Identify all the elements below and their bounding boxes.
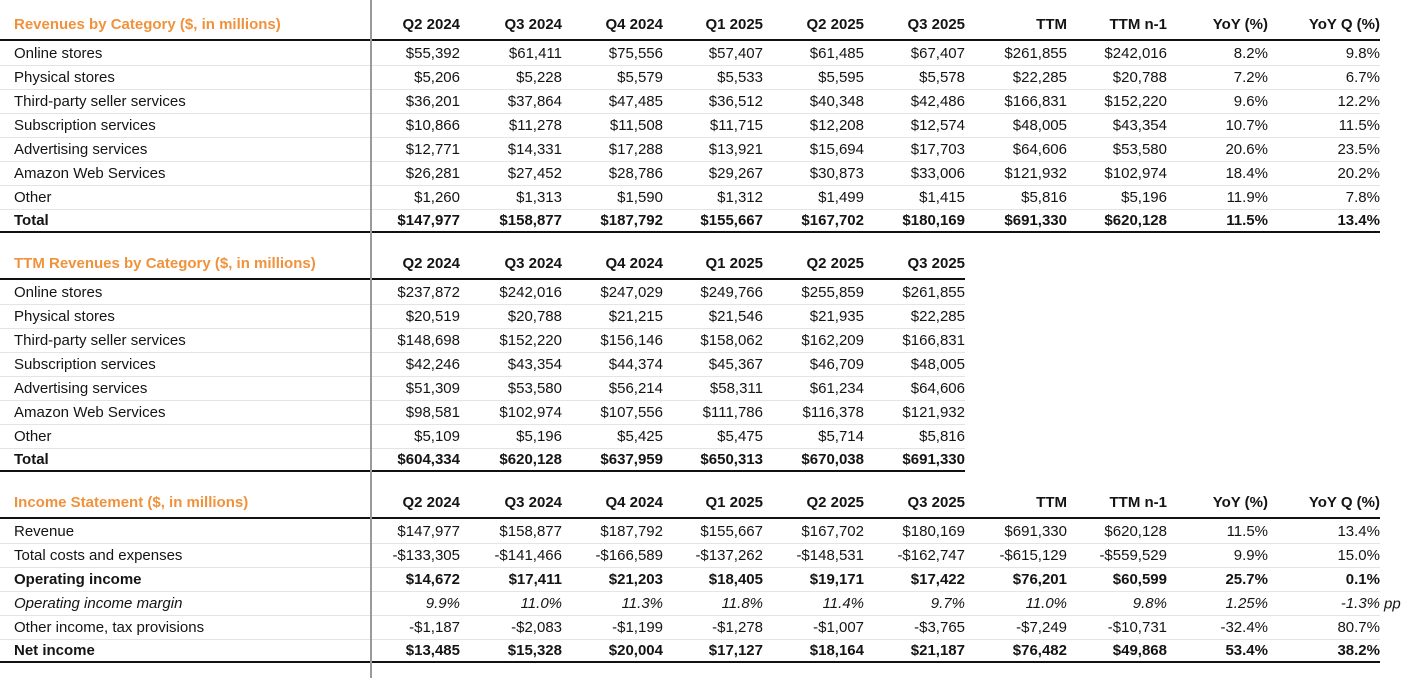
- table-header-row: [0, 249, 965, 280]
- value-cell: $22,285: [1012, 69, 1067, 86]
- value-cell: $20,788: [507, 308, 562, 325]
- value-cell: $17,703: [910, 141, 965, 158]
- value-cell: $261,855: [902, 283, 965, 301]
- value-cell: 9.9%: [1233, 547, 1268, 564]
- value-cell: $53,580: [507, 380, 562, 397]
- table-row: [0, 519, 1380, 543]
- column-header: Q3 2024: [504, 494, 562, 511]
- value-cell: $180,169: [902, 522, 965, 540]
- value-cell: $61,411: [508, 44, 562, 62]
- section-title: TTM Revenues by Category ($, in millions): [14, 255, 316, 272]
- row-label: Other income, tax provisions: [14, 619, 205, 636]
- table-row: [0, 113, 1380, 137]
- value-cell: -$2,083: [511, 619, 562, 636]
- value-cell: $12,771: [405, 141, 460, 158]
- value-cell: $58,311: [709, 380, 763, 397]
- value-cell: -$10,731: [1107, 619, 1167, 636]
- value-cell: -$1,278: [712, 619, 763, 636]
- row-label: Physical stores: [14, 69, 115, 86]
- value-cell: $158,062: [700, 332, 763, 349]
- column-header: TTM n-1: [1109, 494, 1167, 511]
- value-cell: -$3,765: [914, 619, 965, 636]
- value-cell: 9.9%: [425, 595, 460, 612]
- section-title: Income Statement ($, in millions): [14, 494, 249, 511]
- value-cell: 23.5%: [1337, 141, 1380, 158]
- row-label: Other: [14, 428, 52, 445]
- value-cell: $637,959: [600, 451, 663, 468]
- value-cell: -32.4%: [1220, 619, 1268, 636]
- value-cell: $64,606: [910, 380, 965, 397]
- value-cell: $15,694: [809, 141, 864, 158]
- value-cell: $242,016: [1104, 44, 1167, 62]
- column-header: Q2 2024: [402, 16, 460, 33]
- value-cell: 38.2%: [1337, 642, 1380, 659]
- column-header: TTM: [1036, 494, 1067, 511]
- value-cell: -$1,007: [813, 619, 864, 636]
- value-cell: $147,977: [397, 522, 460, 540]
- row-label: Physical stores: [14, 308, 115, 325]
- table-row: [0, 352, 965, 376]
- value-cell: 11.3%: [621, 595, 663, 612]
- value-cell: $187,792: [600, 522, 663, 540]
- row-label: Advertising services: [14, 380, 148, 397]
- value-cell: $21,203: [608, 571, 663, 588]
- value-cell: $1,312: [717, 189, 763, 206]
- value-cell: 9.6%: [1233, 93, 1268, 110]
- value-cell: $1,499: [818, 189, 864, 206]
- value-cell: $20,004: [608, 642, 663, 659]
- value-cell: $98,581: [405, 404, 460, 421]
- value-cell: 9.8%: [1132, 595, 1167, 612]
- value-cell: $53,580: [1112, 141, 1167, 158]
- value-cell: 13.4%: [1337, 212, 1380, 229]
- value-cell: $155,667: [700, 212, 763, 229]
- column-header: Q3 2025: [907, 494, 965, 511]
- column-header: Q1 2025: [705, 494, 763, 511]
- value-cell: $17,288: [608, 141, 663, 158]
- value-cell: $166,831: [902, 332, 965, 349]
- table-row: [0, 591, 1401, 615]
- table-row: [0, 567, 1380, 591]
- value-cell: $620,128: [1104, 522, 1167, 540]
- value-cell: $21,215: [608, 308, 663, 325]
- value-cell: $116,378: [802, 404, 864, 421]
- value-cell: $158,877: [499, 212, 562, 229]
- column-header: TTM n-1: [1109, 16, 1167, 33]
- table-row: [0, 89, 1380, 113]
- value-cell: $27,452: [507, 165, 562, 182]
- value-cell: $40,348: [809, 93, 864, 110]
- value-cell: $148,698: [397, 332, 460, 349]
- table-row: [0, 280, 965, 304]
- value-cell: $1,415: [919, 189, 965, 206]
- column-header: Q4 2024: [605, 494, 663, 511]
- value-cell: $60,599: [1112, 571, 1167, 588]
- value-cell: $5,196: [516, 428, 562, 445]
- value-cell: $36,201: [405, 93, 460, 110]
- value-cell: $1,313: [516, 189, 562, 206]
- value-cell: $167,702: [801, 212, 864, 229]
- value-cell: $5,228: [516, 69, 562, 86]
- section-title: Revenues by Category ($, in millions): [14, 16, 281, 33]
- column-header: Q3 2025: [907, 255, 965, 272]
- value-cell: 20.2%: [1337, 165, 1380, 182]
- column-header: Q2 2024: [402, 494, 460, 511]
- value-cell: $49,868: [1112, 642, 1167, 659]
- value: -1.3%: [1340, 595, 1380, 612]
- value-cell: 10.7%: [1225, 117, 1268, 134]
- value-cell: $21,187: [910, 642, 965, 659]
- value-cell: $11,715: [709, 117, 763, 134]
- value-cell: $51,309: [405, 380, 460, 397]
- value-cell: $5,816: [1021, 189, 1067, 206]
- value-cell: 18.4%: [1225, 165, 1268, 182]
- value-cell: $604,334: [397, 451, 460, 468]
- value-cell: [1268, 595, 1401, 612]
- value-cell: $620,128: [1104, 212, 1167, 229]
- table-row: [0, 424, 965, 448]
- row-label: Operating income margin: [14, 595, 183, 612]
- value-cell: $29,267: [708, 165, 763, 182]
- value-cell: $14,331: [507, 141, 562, 158]
- value-cell: 12.2%: [1337, 93, 1380, 110]
- value-cell: $650,313: [700, 451, 763, 468]
- table-row: [0, 543, 1380, 567]
- value-cell: 9.7%: [930, 595, 965, 612]
- row-label: Amazon Web Services: [14, 165, 166, 182]
- value-cell: $5,714: [818, 428, 864, 445]
- value-cell: $13,485: [405, 642, 460, 659]
- value-cell: $46,709: [809, 356, 864, 373]
- value-cell: 1.25%: [1225, 595, 1268, 612]
- row-label: Third-party seller services: [14, 332, 186, 349]
- column-header: Q3 2025: [907, 16, 965, 33]
- value-cell: $22,285: [910, 308, 965, 325]
- value-cell: $102,974: [1104, 165, 1167, 182]
- value-cell: $5,425: [617, 428, 663, 445]
- value-cell: 11.0%: [520, 595, 562, 612]
- value-cell: -$7,249: [1016, 619, 1067, 636]
- value-cell: -$148,531: [796, 547, 864, 564]
- value-cell: $152,220: [499, 332, 562, 349]
- value-cell: -$166,589: [595, 547, 663, 564]
- value-cell: $5,816: [919, 428, 965, 445]
- column-header: Q2 2024: [402, 255, 460, 272]
- value-cell: $152,220: [1104, 93, 1167, 110]
- value-cell: $5,595: [818, 69, 864, 86]
- row-label: Total: [14, 212, 49, 229]
- value-cell: $261,855: [1004, 44, 1067, 62]
- value-cell: $42,486: [910, 93, 965, 110]
- table-row: [0, 41, 1380, 65]
- value-cell: $20,788: [1112, 69, 1167, 86]
- value-cell: $20,519: [405, 308, 460, 325]
- row-label: Third-party seller services: [14, 93, 186, 110]
- value-cell: $45,367: [708, 356, 763, 373]
- value-cell: $37,864: [507, 93, 562, 110]
- value-cell: -$1,187: [409, 619, 460, 636]
- column-header: Q4 2024: [605, 255, 663, 272]
- value-cell: $33,006: [910, 165, 965, 182]
- column-header: YoY (%): [1212, 494, 1268, 511]
- value-cell: $15,328: [507, 642, 562, 659]
- row-label: Online stores: [14, 283, 103, 301]
- value-cell: $76,482: [1012, 642, 1067, 659]
- column-header: TTM: [1036, 16, 1067, 33]
- value-cell: $167,702: [801, 522, 864, 540]
- value-cell: $5,579: [617, 69, 663, 86]
- table-row: [0, 376, 965, 400]
- value-cell: $48,005: [910, 356, 965, 373]
- value-cell: 20.6%: [1225, 141, 1268, 158]
- table-row: [0, 209, 1380, 233]
- value-cell: $64,606: [1012, 141, 1067, 158]
- value-cell: 53.4%: [1225, 642, 1268, 659]
- value-cell: $44,374: [608, 356, 663, 373]
- value-cell: $57,407: [708, 44, 763, 62]
- value-cell: $36,512: [708, 93, 763, 110]
- value-cell: $47,485: [608, 93, 663, 110]
- column-header: Q1 2025: [705, 16, 763, 33]
- value-cell: $691,330: [1004, 522, 1067, 540]
- row-label: Other: [14, 189, 52, 206]
- row-label: Net income: [14, 642, 95, 659]
- value-cell: $26,281: [405, 165, 460, 182]
- value-cell: $43,354: [1112, 117, 1167, 134]
- value-cell: $237,872: [397, 283, 460, 301]
- value-cell: $691,330: [1004, 212, 1067, 229]
- value-cell: 80.7%: [1337, 619, 1380, 636]
- value-cell: $28,786: [608, 165, 663, 182]
- value-cell: $12,574: [910, 117, 965, 134]
- value-cell: $17,422: [910, 571, 965, 588]
- value-cell: $1,590: [617, 189, 663, 206]
- column-header: Q4 2024: [605, 16, 663, 33]
- row-label: Total: [14, 451, 49, 468]
- table-row: [0, 639, 1380, 663]
- value-cell: $43,354: [507, 356, 562, 373]
- value-cell: $5,533: [717, 69, 763, 86]
- row-label: Subscription services: [14, 356, 156, 373]
- value-cell: $166,831: [1004, 93, 1067, 110]
- value-cell: $121,932: [902, 404, 965, 421]
- value-cell: $17,411: [508, 571, 562, 588]
- table-row: [0, 448, 965, 472]
- row-label: Online stores: [14, 44, 103, 62]
- row-label: Subscription services: [14, 117, 156, 134]
- value-cell: 7.8%: [1345, 189, 1380, 206]
- value-cell: -$137,262: [695, 547, 763, 564]
- value-cell: $30,873: [809, 165, 864, 182]
- value-cell: $13,921: [708, 141, 763, 158]
- value-cell: $111,786: [702, 404, 763, 421]
- value-cell: $11,278: [508, 117, 562, 134]
- row-label: Revenue: [14, 522, 75, 540]
- value-cell: $21,546: [708, 308, 763, 325]
- value-cell: $11,508: [609, 117, 663, 134]
- table-row: [0, 304, 965, 328]
- value-cell: $187,792: [600, 212, 663, 229]
- value-cell: 9.8%: [1345, 44, 1380, 62]
- value-cell: $5,109: [414, 428, 460, 445]
- value-cell: $247,029: [600, 283, 663, 301]
- column-header: YoY (%): [1212, 16, 1268, 33]
- value-cell: $102,974: [499, 404, 562, 421]
- value-cell: $255,859: [801, 283, 864, 301]
- table-row: [0, 400, 965, 424]
- column-header: YoY Q (%): [1308, 494, 1380, 511]
- value-cell: $158,877: [499, 522, 562, 540]
- value-cell: $5,578: [919, 69, 965, 86]
- value-cell: -$559,529: [1099, 547, 1167, 564]
- value-cell: $107,556: [600, 404, 663, 421]
- value-cell: $55,392: [405, 44, 460, 62]
- value-cell: 6.7%: [1345, 69, 1380, 86]
- ttm-revenues-by-category-table: [0, 249, 965, 472]
- value-cell: -$615,129: [999, 547, 1067, 564]
- value-cell: 11.5%: [1226, 522, 1268, 540]
- table-row: [0, 615, 1380, 639]
- value-cell: 11.0%: [1025, 595, 1067, 612]
- value-cell: 11.9%: [1226, 189, 1268, 206]
- value-cell: $5,206: [414, 69, 460, 86]
- value-cell: $155,667: [700, 522, 763, 540]
- value-cell: $249,766: [700, 283, 763, 301]
- column-header: Q2 2025: [806, 16, 864, 33]
- table-row: [0, 137, 1380, 161]
- revenues-by-category-table: [0, 10, 1380, 233]
- value-cell: $56,214: [608, 380, 663, 397]
- value-cell: 7.2%: [1233, 69, 1268, 86]
- value-cell: $670,038: [801, 451, 864, 468]
- value-cell: $10,866: [405, 117, 460, 134]
- value-cell: $12,208: [809, 117, 864, 134]
- value-cell: $156,146: [600, 332, 663, 349]
- value-cell: 11.8%: [721, 595, 763, 612]
- column-header: YoY Q (%): [1308, 16, 1380, 33]
- value-cell: $61,234: [809, 380, 864, 397]
- value-cell: $1,260: [414, 189, 460, 206]
- value-cell: 15.0%: [1337, 547, 1380, 564]
- value-cell: $5,475: [717, 428, 763, 445]
- row-label: Operating income: [14, 571, 142, 588]
- value-cell: $18,164: [809, 642, 864, 659]
- value-cell: $67,407: [910, 44, 965, 62]
- value-cell: -$133,305: [392, 547, 460, 564]
- income-statement-table: [0, 488, 1401, 663]
- value-cell: $14,672: [405, 571, 460, 588]
- table-header-row: [0, 488, 1380, 519]
- value-cell: $21,935: [809, 308, 864, 325]
- value-cell: 0.1%: [1345, 571, 1380, 588]
- value-cell: 11.5%: [1226, 212, 1268, 229]
- value-cell: $42,246: [405, 356, 460, 373]
- column-header: Q1 2025: [705, 255, 763, 272]
- table-row: [0, 161, 1380, 185]
- value-cell: $19,171: [809, 571, 864, 588]
- value-cell: $620,128: [499, 451, 562, 468]
- value-cell: $180,169: [902, 212, 965, 229]
- column-header: Q2 2025: [806, 494, 864, 511]
- value-cell: $121,932: [1004, 165, 1067, 182]
- value-cell: $5,196: [1121, 189, 1167, 206]
- value-cell: 13.4%: [1337, 522, 1380, 540]
- value-cell: $61,485: [809, 44, 864, 62]
- value-cell: $162,209: [801, 332, 864, 349]
- value-cell: -$141,466: [494, 547, 562, 564]
- label-column-divider: [370, 0, 372, 678]
- value-cell: 25.7%: [1225, 571, 1268, 588]
- table-row: [0, 328, 965, 352]
- value-cell: $18,405: [708, 571, 763, 588]
- value-cell: $17,127: [708, 642, 763, 659]
- table-row: [0, 65, 1380, 89]
- value-cell: $48,005: [1012, 117, 1067, 134]
- value-cell: 11.4%: [822, 595, 864, 612]
- value-cell: -$162,747: [897, 547, 965, 564]
- value-cell: -$1,199: [612, 619, 663, 636]
- table-header-row: [0, 10, 1380, 41]
- row-label: Advertising services: [14, 141, 148, 158]
- value-cell: $147,977: [397, 212, 460, 229]
- value-cell: $75,556: [608, 44, 663, 62]
- value-cell: $242,016: [499, 283, 562, 301]
- value-cell: $76,201: [1012, 571, 1067, 588]
- value-cell: $691,330: [902, 451, 965, 468]
- row-label: Amazon Web Services: [14, 404, 166, 421]
- column-header: Q3 2024: [504, 255, 562, 272]
- row-label: Total costs and expenses: [14, 547, 183, 564]
- column-header: Q3 2024: [504, 16, 562, 33]
- value-cell: 11.5%: [1338, 117, 1380, 134]
- table-row: [0, 185, 1380, 209]
- value-cell: 8.2%: [1233, 44, 1268, 62]
- unit-suffix: pp: [1384, 595, 1401, 612]
- column-header: Q2 2025: [806, 255, 864, 272]
